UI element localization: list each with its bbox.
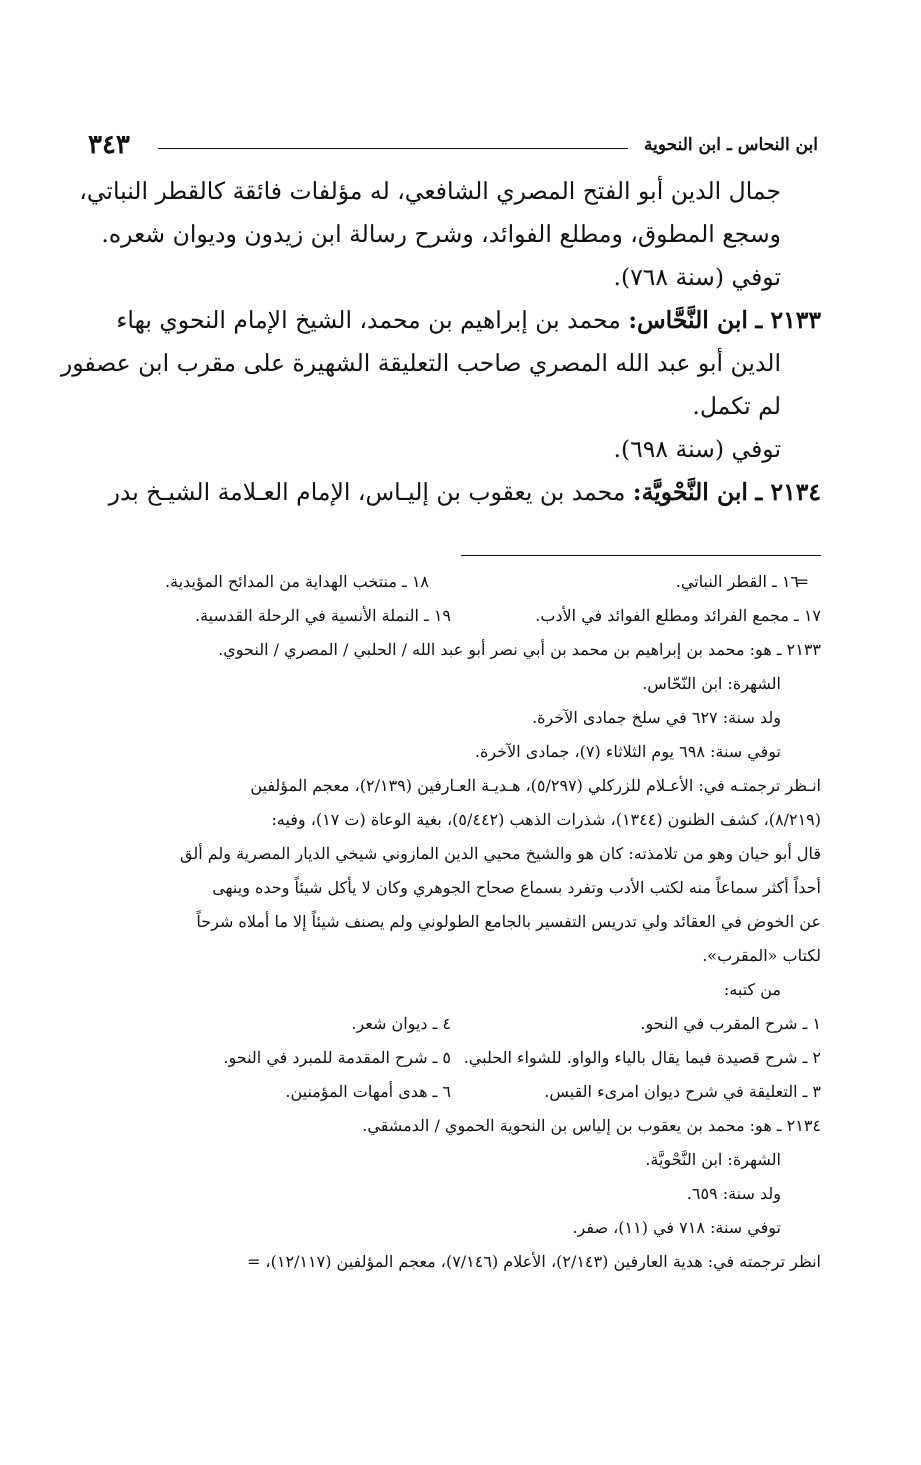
book-item: ٣ ـ التعليقة في شرح ديوان امرىء القيس. [544,1082,821,1101]
footnote-line: انـظر ترجمتـه في: الأعـلام للزركلي (٥/٢٩٧)، هـديـة العـارفين (٢/١٣٩)، معجم المؤلفين [250,776,821,795]
book-list-row [100,1041,821,1075]
text-line: توفي (سنة ٦٩٨). [613,435,781,463]
footnote-line: من كتبه: [723,980,781,999]
book-item: ١٩ ـ النملة الأنسية في الرحلة القدسية. [195,606,451,625]
entry-heading: ابن النَّحَّاس: [628,306,748,334]
footnote-line: الشهرة: ابن النَّحْويَّة. [645,1150,781,1169]
book-item: ٤ ـ ديوان شعر. [351,1014,451,1033]
footnote-line: الشهرة: ابن النّحّاس. [642,674,781,693]
page-number: ٣٤٣ [88,130,130,160]
entry-text: محمد بن يعقوب بن إليـاس، الإمام العـلامة الشيـخ بدر [108,478,626,506]
header-rule [158,148,628,149]
book-list-row [100,599,821,633]
book-item: ١٨ ـ منتخب الهداية من المدائح المؤيدية. [165,572,429,591]
footnote-entry-start: ٢١٣٤ ـ هو: محمد بن يعقوب بن إلياس بن النحوية الحموي / الدمشقي. [362,1116,821,1135]
book-list-row [100,565,809,599]
entry-heading: ابن النَّحْويَّة: [632,478,748,506]
book-list-row [100,1075,821,1109]
footnote-entry-start: ٢١٣٣ ـ هو: محمد بن إبراهيم بن محمد بن أبي نصر أبو عبد الله / الحلبي / المصري / النحوي. [218,640,821,659]
footnote-rule [461,555,821,556]
text-line: لم تكمل. [692,392,781,420]
footnote-line: ولد سنة: ٦٢٧ في سلخ جمادى الآخرة. [532,708,781,727]
page-header [88,125,818,165]
footnote-line: أحداً أكثر سماعاً منه لكتب الأدب وتفرد بسماع صحاح الجوهري وكان لا يأكل شيئاً وحده وينهى [212,878,821,897]
footnote-line: ولد سنة: ٦٥٩. [686,1184,781,1203]
footnote-line: عن الخوض في العقائد ولي تدريس التفسير بالجامع الطولوني ولم يصنف شيئاً إلا ما أملاه شرحاً [196,912,821,931]
book-item: ١ ـ شرح المقرب في النحو. [640,1014,821,1033]
footnote-line: توفي سنة: ٧١٨ في (١١)، صفر. [572,1218,781,1237]
text-line: توفي (سنة ٧٦٨). [613,263,781,291]
book-item: ٦ ـ هدى أمهات المؤمنين. [285,1082,451,1101]
text-line: جمال الدين أبو الفتح المصري الشافعي، له مؤلفات فائقة كالقطر النباتي، [79,177,781,205]
footnote-line: لكتاب «المقرب». [702,946,821,965]
footnotes [100,565,821,1279]
text-line: وسجع المطوق، ومطلع الفوائد، وشرح رسالة ابن زيدون وديوان شعره. [101,220,781,248]
book-item: ١٧ ـ مجمع الفرائد ومطلع الفوائد في الأدب. [535,606,821,625]
entry-2133-first-line [100,299,821,342]
footnote-line: قال أبو حيان وهو من تلامذته: كان هو والشيخ محيي الدين المازوني شيخي الديار المصرية ولم ألق [179,844,821,863]
entry-text: محمد بن إبراهيم بن محمد، الشيخ الإمام النحوي بهاء [116,306,621,334]
book-list-row [100,1007,821,1041]
running-title: ابن النحاس ـ ابن النحوية [643,135,818,155]
continuation-marker: = [795,572,809,591]
book-item: ٢ ـ شرح قصيدة فيما يقال بالياء والواو. للشواء الحلبي. [463,1048,821,1067]
footnote-line: انظر ترجمته في: هدية العارفين (٢/١٤٣)، الأعلام (٧/١٤٦)، معجم المؤلفين (١٢/١١٧)، = [246,1252,821,1271]
entry-number: ٢١٣٤ ـ [755,478,821,506]
text-line: الدين أبو عبد الله المصري صاحب التعليقة الشهيرة على مقرب ابن عصفور [60,349,781,377]
footnote-line: (٨/٢١٩)، كشف الظنون (١٣٤٤)، شذرات الذهب (٥/٤٤٢)، بغية الوعاة (ت ١٧)، وفيه: [271,810,821,829]
book-item: ١٦ ـ القطر النباتي. [675,572,799,591]
footnote-line: توفي سنة: ٦٩٨ يوم الثلاثاء (٧)، جمادى الآخرة. [474,742,781,761]
entry-number: ٢١٣٣ ـ [755,306,821,334]
entry-2134-first-line [100,471,821,514]
book-item: ٥ ـ شرح المقدمة للمبرد في النحو. [223,1048,451,1067]
main-text [60,170,821,514]
